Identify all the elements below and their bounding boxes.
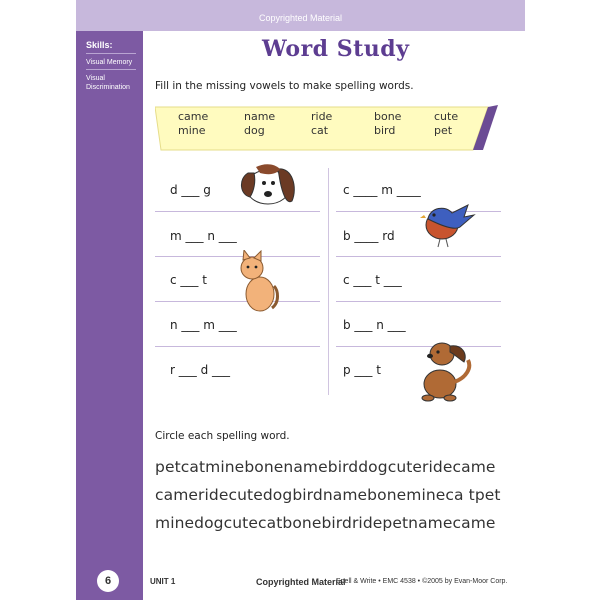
puzzle-word: r ___ d ___: [170, 363, 230, 377]
word-bank-word: came: [178, 110, 209, 123]
puzzle-word: c ___ t ___: [343, 273, 402, 287]
puzzle-word: b ___ n ___: [343, 318, 406, 332]
skills-divider: [86, 69, 136, 70]
page-title: Word Study: [262, 36, 410, 62]
row-divider: [336, 301, 501, 302]
unit-label: UNIT 1: [150, 577, 176, 586]
word-bank-word: name: [244, 110, 276, 123]
word-bank-word: cat: [311, 124, 329, 137]
bluebird-picture: [420, 201, 476, 249]
fill-instructions: Fill in the missing vowels to make spelling words.: [155, 80, 414, 92]
publisher-credit: Spell & Write • EMC 4538 • ©2005 by Evan-Moor Corp.: [336, 578, 508, 585]
word-bank-word: ride: [311, 110, 333, 123]
dog-head-picture: [238, 161, 300, 209]
word-bank-word: bird: [374, 124, 396, 137]
puzzle-word: n ___ m ___: [170, 318, 237, 332]
copyright-header: Copyrighted Material: [258, 13, 343, 23]
grid-divider: [328, 168, 329, 395]
circle-instructions: Circle each spelling word.: [155, 430, 290, 442]
word-bank-word: cute: [434, 110, 459, 123]
row-divider: [155, 346, 320, 347]
skills-title: Skills:: [86, 40, 113, 50]
page-number-badge: 6: [97, 570, 119, 592]
cat-picture: [236, 250, 280, 314]
word-bank-word: pet: [434, 124, 453, 137]
skills-divider: [86, 53, 136, 54]
word-bank-word: dog: [244, 124, 265, 137]
puzzle-word: m ___ n ___: [170, 229, 237, 243]
row-divider: [336, 211, 501, 212]
puzzle-word: b ____ rd: [343, 229, 395, 243]
puzzle-word: p ___ t: [343, 363, 381, 377]
puzzle-word: c ____ m ____: [343, 183, 421, 197]
word-search-line: petcatminebonenamebirddogcuteridecame: [155, 458, 496, 476]
copyright-footer: Copyrighted Material: [256, 577, 346, 587]
word-search-line: cameridecutedogbirdnamebonemineca tpet: [155, 486, 501, 504]
row-divider: [336, 256, 501, 257]
skill-item: Visual Memory: [86, 59, 133, 66]
puppy-picture: [416, 338, 474, 402]
word-bank-word: bone: [374, 110, 402, 123]
puzzle-word: d ___ g: [170, 183, 211, 197]
word-bank-word: mine: [178, 124, 206, 137]
word-search-line: minedogcutecatbonebirdridepetnamecame: [155, 514, 496, 532]
skill-item: Visual Discrimination: [86, 75, 130, 91]
row-divider: [155, 211, 320, 212]
puzzle-word: c ___ t: [170, 273, 207, 287]
skills-sidebar: [76, 31, 143, 600]
